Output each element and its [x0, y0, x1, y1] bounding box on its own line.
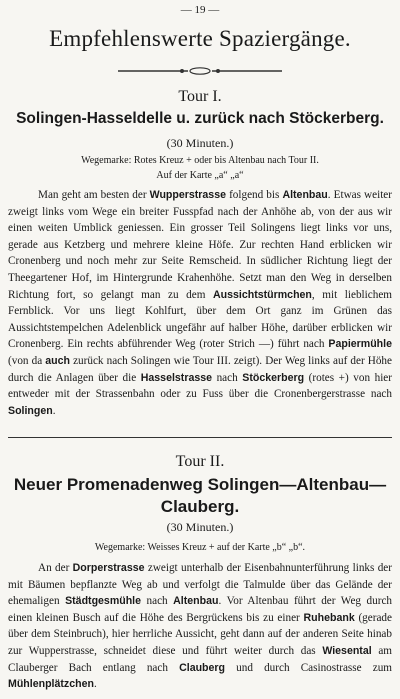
body-text-run: (gerade über dem Steinbruch), hier herrliche Aussicht, geht dann auf der anderen Seite hinab zur Wupperstrasse, schneidet diese und führt weiter durch das [8, 611, 392, 657]
emphasized-place-name: Wupperstrasse [149, 189, 226, 201]
body-text-run: zweigt unterhalb der Eisenbahnunterführung links der mit Bäumen bepflanzte Weg ab und verfolgt die Talmulde über das Gelände der ehemaligen [8, 562, 392, 608]
emphasized-place-name: Altenbau [173, 595, 219, 608]
tour-1-description [8, 187, 392, 419]
tour-1-waymark-line-2: Auf der Karte „a“ „a“ [156, 170, 244, 181]
body-text-run: . Vor Altenbau führt der Weg durch einen kleinen Busch auf die Höhe des Bergrückens bis zu einer [8, 595, 392, 624]
tour-2-waymarks [0, 540, 400, 555]
body-text-run: . [93, 678, 97, 691]
tour-1-waymarks [0, 153, 400, 183]
body-text-run: folgend bis [226, 189, 283, 201]
body-text-run: nach [212, 371, 243, 384]
body-text-run: . Etwas weiter zweigt links vom Wege ein breiter Fusspfad nach der Anhöhe ab, von der aus wir einen weiten Umblick geniessen. Ein grosser Teil Solingens liegt links vor uns, gerade aus Ketzberg und mehrere kleine Höfe. Zur rechten Hand erblicken wir Cronenberg und noch mehr zur Seite Remscheid. In südlicher Richtung liegt der Theegartener Hof, im Hintergrunde Krahenhöhe. Setzt man den Weg in derselben Richtung fort, so gelangt man zu dem [8, 189, 392, 301]
emphasized-place-name: Papiermühle [328, 338, 392, 351]
page-title: Empfehlenswerte Spaziergänge. [49, 26, 351, 51]
emphasized-place-name: Altenbau [282, 189, 328, 201]
emphasized-place-name: Stöckerberg [242, 371, 305, 384]
body-text-run: An der [38, 562, 73, 574]
tour-2-title [0, 474, 400, 518]
body-text-run: . [52, 404, 56, 417]
body-text-run: Man geht am besten der [38, 189, 150, 201]
emphasized-place-name: Solingen [8, 404, 53, 417]
page-number: — 19 — [180, 4, 220, 16]
body-text-run: (von da [8, 354, 46, 367]
tour-2-description [8, 560, 392, 693]
emphasized-place-name: Städtgesmühle [65, 595, 142, 608]
emphasized-place-name: Ruhebank [303, 611, 355, 624]
tour-1-label: Tour I. [178, 88, 222, 105]
emphasized-place-name: Wiesental [322, 644, 372, 657]
emphasized-place-name: Mühlenplätzchen [8, 678, 94, 691]
ornament-divider [118, 66, 282, 76]
tour-2-title-line-2: Clauberg. [160, 497, 240, 516]
emphasized-place-name: Dorperstrasse [72, 562, 145, 574]
tour-1-waymark-line-1: Wegemarke: Rotes Kreuz + oder bis Altenbau nach Tour II. [81, 155, 319, 166]
body-text-run: nach [141, 595, 174, 608]
body-text-run: (rotes +) von hier entweder mit der Strassenbahn oder zu Fuss über die Cronenbergerstrasse nach [8, 371, 392, 401]
tour-1-duration: (30 Minuten.) [166, 136, 234, 150]
body-text-run: am Clauberger Bach entlang nach [8, 644, 392, 674]
tour-2-title-line-1: Neuer Promenadenweg Solingen—Altenbau— [13, 475, 387, 494]
emphasized-place-name: Hasselstrasse [140, 371, 213, 384]
section-divider [8, 437, 392, 438]
emphasized-place-name: Aussichtstürmchen [213, 288, 312, 301]
tour-2-duration: (30 Minuten.) [166, 520, 234, 534]
tour-2-label: Tour II. [175, 453, 225, 470]
emphasized-place-name: auch [45, 354, 70, 367]
body-text-run: zurück nach Solingen wie Tour III. zeigt). Der Weg links auf der Höhe durch die Anlagen über die [8, 354, 392, 384]
body-text-run: , mit lieblichem Fernblick. Vor uns liegt Kohlfurt, über dem Ort ganz im Grünen das Aussichtstempelchen Adelenblick ungefähr auf halber Höhe, darüber erblicken wir Cronenberg. Ein rechts abführender Weg (roter Strich —) führt nach [8, 288, 393, 351]
emphasized-place-name: Clauberg [179, 661, 226, 674]
tour-1-title: Solingen-Hasseldelle u. zurück nach Stöckerberg. [16, 110, 384, 127]
tour-2-waymark-line-1: Wegemarke: Weisses Kreuz + auf der Karte „b“ „b“. [94, 542, 306, 553]
body-text-run: und durch Casinostrasse zum [225, 661, 392, 674]
